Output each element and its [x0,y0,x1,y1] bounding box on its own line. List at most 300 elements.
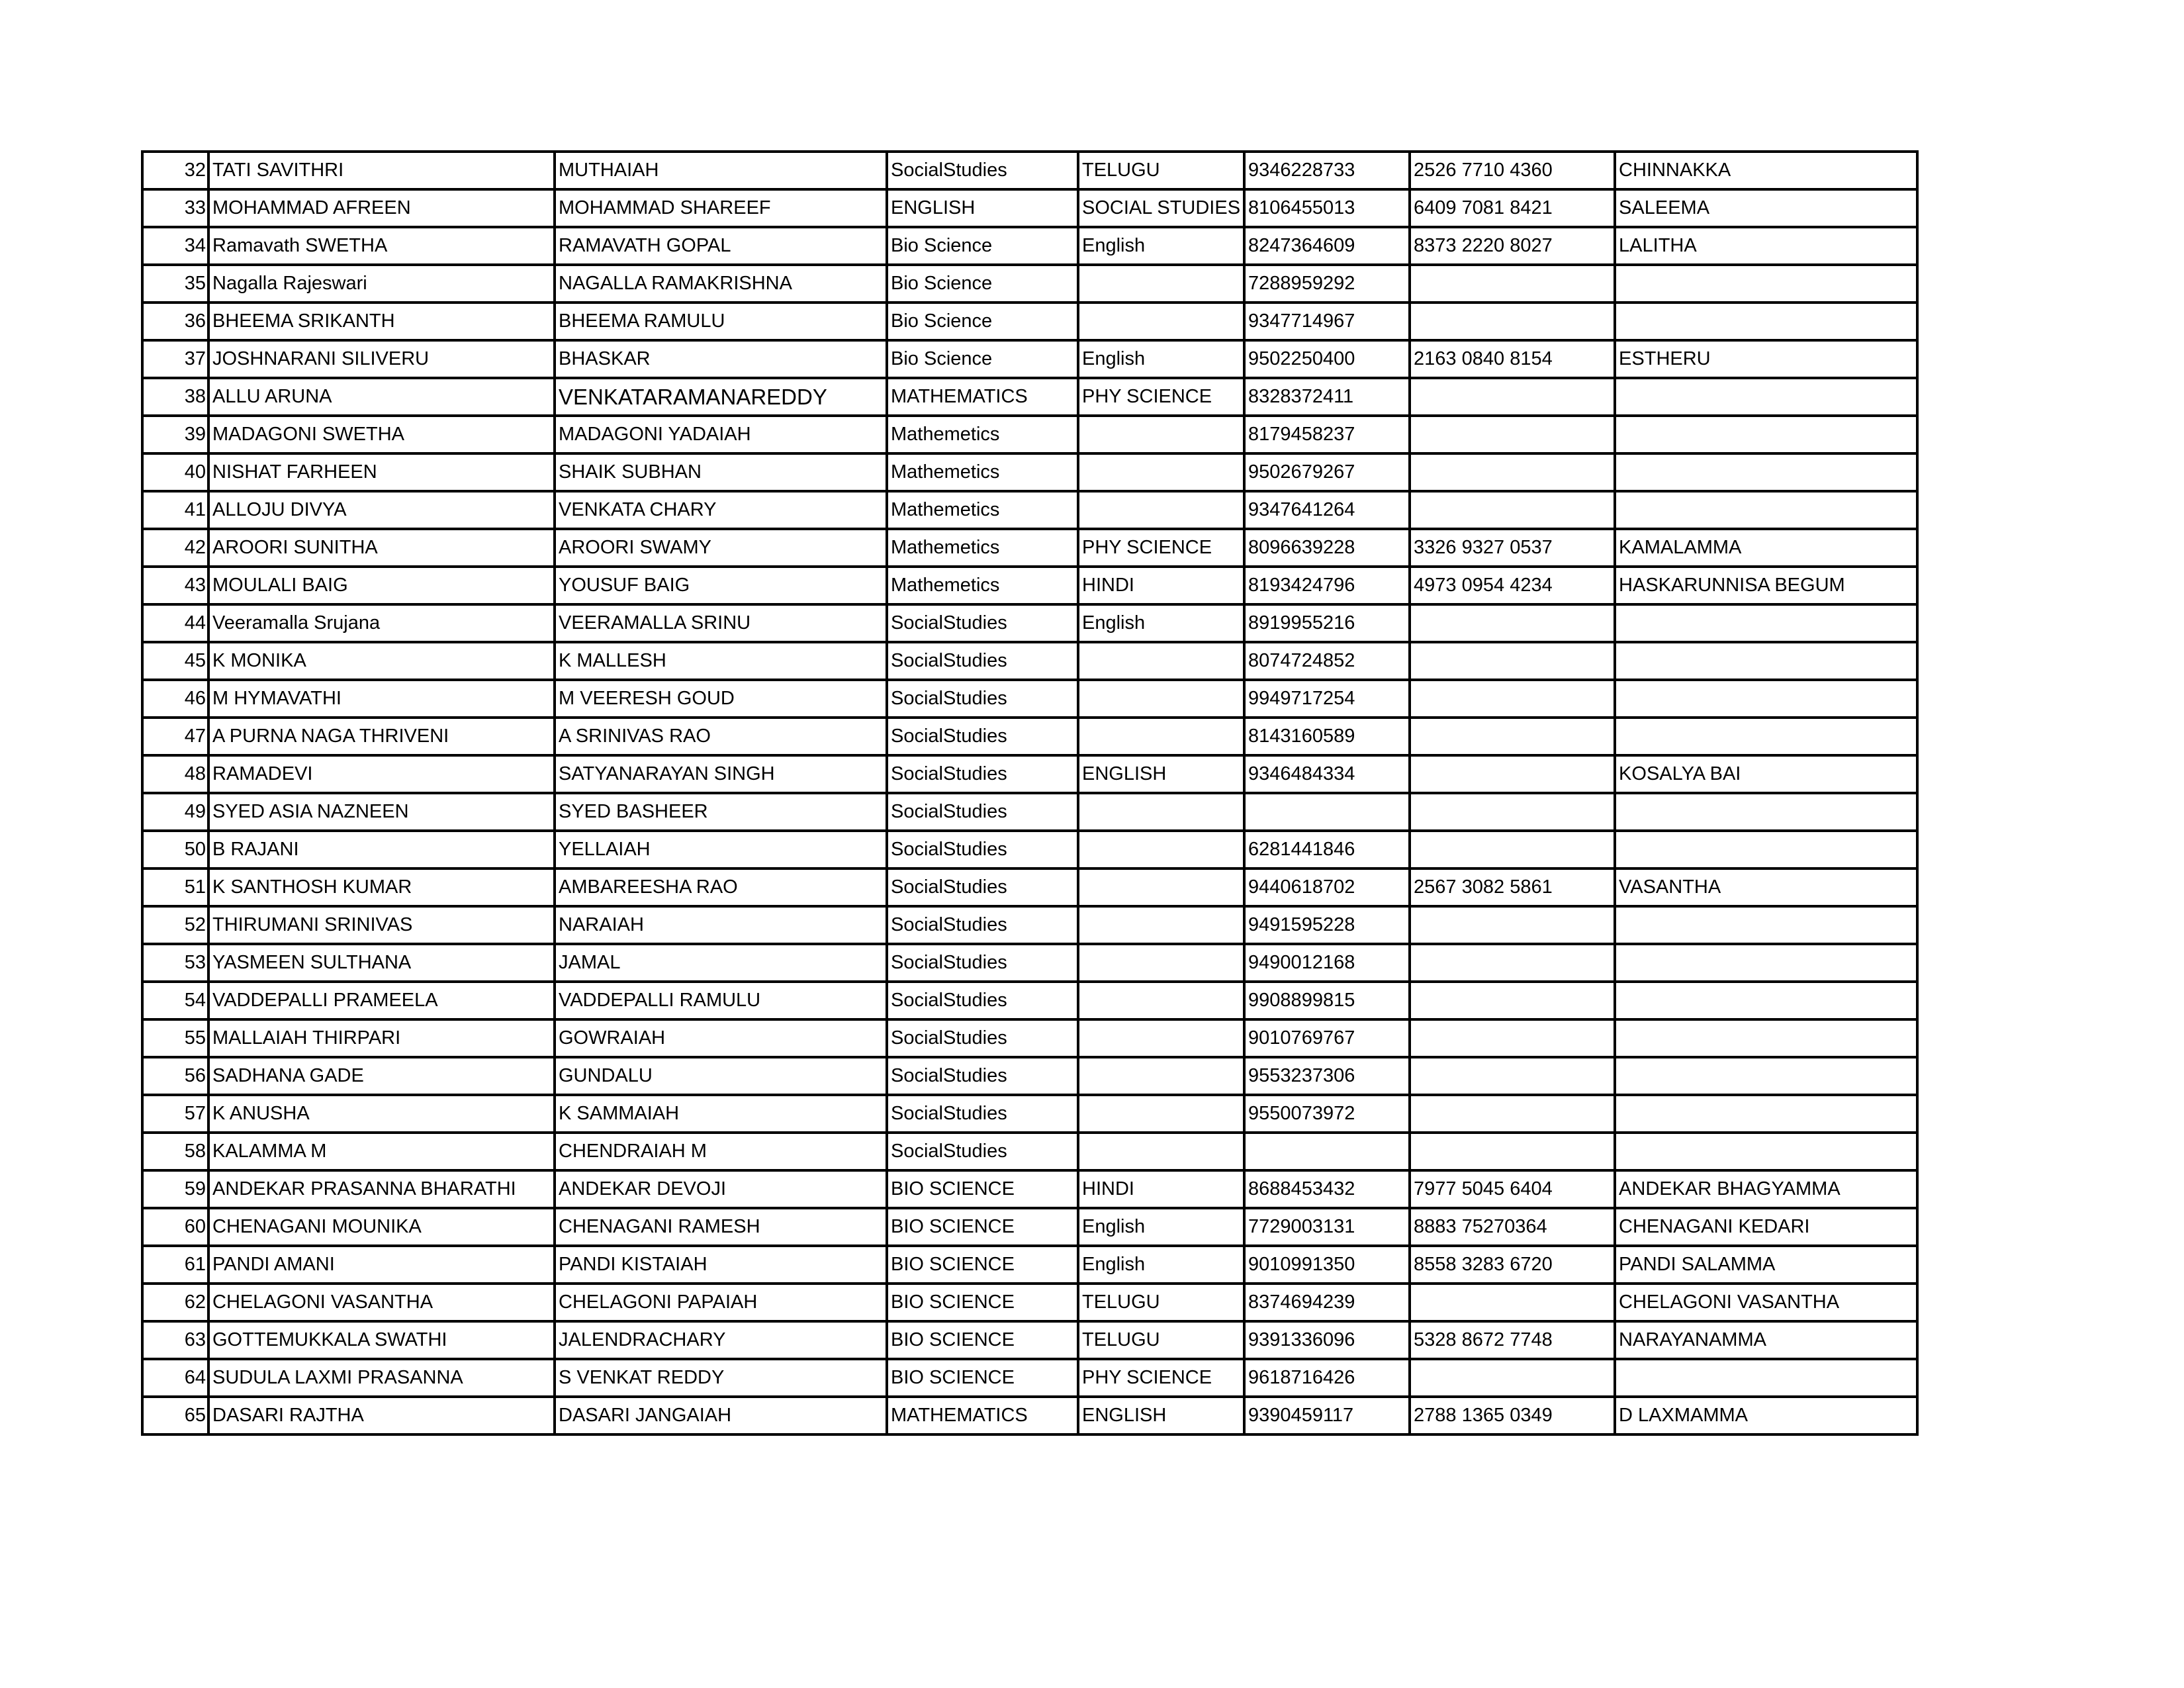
serial-number-cell: 52 [142,906,208,944]
subject-cell: BIO SCIENCE [887,1359,1078,1397]
name-cell: JOSHNARANI SILIVERU [208,340,555,378]
serial-number-cell: 34 [142,227,208,265]
name-cell: DASARI RAJTHA [208,1397,555,1434]
second-subject-cell [1078,453,1244,491]
phone-cell: 9908899815 [1244,982,1410,1019]
teacher-list-table [141,150,1919,1436]
father-name-cell: BHASKAR [555,340,887,378]
mother-name-cell [1615,453,1917,491]
father-name-cell: CHENDRAIAH M [555,1133,887,1170]
father-name-cell: ANDEKAR DEVOJI [555,1170,887,1208]
table-row [142,1321,1917,1359]
serial-number-cell: 64 [142,1359,208,1397]
subject-cell: SocialStudies [887,755,1078,793]
subject-cell: SocialStudies [887,1019,1078,1057]
mother-name-cell [1615,642,1917,680]
second-subject-cell: PHY SCIENCE [1078,378,1244,416]
phone-cell: 9347714967 [1244,303,1410,340]
name-cell: ANDEKAR PRASANNA BHARATHI [208,1170,555,1208]
table-row [142,378,1917,416]
father-name-cell: CHENAGANI RAMESH [555,1208,887,1246]
name-cell: Ramavath SWETHA [208,227,555,265]
id-number-cell: 2567 3082 5861 [1410,868,1615,906]
second-subject-cell [1078,868,1244,906]
second-subject-cell: TELUGU [1078,1321,1244,1359]
id-number-cell: 2788 1365 0349 [1410,1397,1615,1434]
phone-cell: 8328372411 [1244,378,1410,416]
subject-cell: MATHEMATICS [887,378,1078,416]
second-subject-cell: English [1078,227,1244,265]
serial-number-cell: 46 [142,680,208,718]
second-subject-cell: TELUGU [1078,152,1244,189]
id-number-cell [1410,642,1615,680]
father-name-cell: A SRINIVAS RAO [555,718,887,755]
phone-cell: 9949717254 [1244,680,1410,718]
mother-name-cell [1615,1133,1917,1170]
name-cell: K ANUSHA [208,1095,555,1133]
father-name-cell: VEERAMALLA SRINU [555,604,887,642]
mother-name-cell [1615,303,1917,340]
subject-cell: SocialStudies [887,718,1078,755]
name-cell: K MONIKA [208,642,555,680]
id-number-cell: 8558 3283 6720 [1410,1246,1615,1284]
name-cell: SUDULA LAXMI PRASANNA [208,1359,555,1397]
second-subject-cell [1078,718,1244,755]
phone-cell: 9347641264 [1244,491,1410,529]
subject-cell: SocialStudies [887,642,1078,680]
id-number-cell [1410,1095,1615,1133]
serial-number-cell: 42 [142,529,208,567]
mother-name-cell [1615,982,1917,1019]
second-subject-cell [1078,416,1244,453]
serial-number-cell: 47 [142,718,208,755]
father-name-cell: SYED BASHEER [555,793,887,831]
father-name-cell: BHEEMA RAMULU [555,303,887,340]
phone-cell: 9010991350 [1244,1246,1410,1284]
subject-cell: Mathemetics [887,491,1078,529]
phone-cell: 8074724852 [1244,642,1410,680]
id-number-cell: 2526 7710 4360 [1410,152,1615,189]
mother-name-cell [1615,604,1917,642]
mother-name-cell: PANDI SALAMMA [1615,1246,1917,1284]
phone-cell: 9391336096 [1244,1321,1410,1359]
id-number-cell: 7977 5045 6404 [1410,1170,1615,1208]
table-row [142,1133,1917,1170]
name-cell: PANDI AMANI [208,1246,555,1284]
father-name-cell: K SAMMAIAH [555,1095,887,1133]
id-number-cell [1410,1019,1615,1057]
id-number-cell: 8373 2220 8027 [1410,227,1615,265]
phone-cell: 9502679267 [1244,453,1410,491]
second-subject-cell [1078,906,1244,944]
subject-cell: SocialStudies [887,831,1078,868]
mother-name-cell: CHENAGANI KEDARI [1615,1208,1917,1246]
second-subject-cell: ENGLISH [1078,755,1244,793]
mother-name-cell [1615,265,1917,303]
mother-name-cell [1615,378,1917,416]
father-name-cell: GOWRAIAH [555,1019,887,1057]
name-cell: KALAMMA M [208,1133,555,1170]
serial-number-cell: 54 [142,982,208,1019]
serial-number-cell: 33 [142,189,208,227]
second-subject-cell [1078,265,1244,303]
table-row [142,642,1917,680]
table-row [142,1170,1917,1208]
second-subject-cell [1078,642,1244,680]
second-subject-cell [1078,1095,1244,1133]
name-cell: MOHAMMAD AFREEN [208,189,555,227]
name-cell: A PURNA NAGA THRIVENI [208,718,555,755]
phone-cell: 9346484334 [1244,755,1410,793]
subject-cell: BIO SCIENCE [887,1170,1078,1208]
serial-number-cell: 61 [142,1246,208,1284]
id-number-cell: 8883 75270364 [1410,1208,1615,1246]
phone-cell: 9553237306 [1244,1057,1410,1095]
second-subject-cell [1078,1133,1244,1170]
serial-number-cell: 48 [142,755,208,793]
second-subject-cell: HINDI [1078,567,1244,604]
father-name-cell: YOUSUF BAIG [555,567,887,604]
serial-number-cell: 45 [142,642,208,680]
mother-name-cell: LALITHA [1615,227,1917,265]
mother-name-cell [1615,793,1917,831]
serial-number-cell: 38 [142,378,208,416]
subject-cell: ENGLISH [887,189,1078,227]
mother-name-cell [1615,416,1917,453]
serial-number-cell: 51 [142,868,208,906]
table-row [142,453,1917,491]
mother-name-cell: KOSALYA BAI [1615,755,1917,793]
father-name-cell: MUTHAIAH [555,152,887,189]
phone-cell: 9440618702 [1244,868,1410,906]
subject-cell: SocialStudies [887,1057,1078,1095]
phone-cell: 8106455013 [1244,189,1410,227]
second-subject-cell: TELUGU [1078,1284,1244,1321]
phone-cell: 8919955216 [1244,604,1410,642]
name-cell: M HYMAVATHI [208,680,555,718]
table-row [142,982,1917,1019]
name-cell: SADHANA GADE [208,1057,555,1095]
second-subject-cell [1078,303,1244,340]
mother-name-cell: KAMALAMMA [1615,529,1917,567]
subject-cell: BIO SCIENCE [887,1208,1078,1246]
phone-cell: 8179458237 [1244,416,1410,453]
name-cell: THIRUMANI SRINIVAS [208,906,555,944]
name-cell: MADAGONI SWETHA [208,416,555,453]
second-subject-cell [1078,491,1244,529]
serial-number-cell: 44 [142,604,208,642]
second-subject-cell: HINDI [1078,1170,1244,1208]
id-number-cell: 4973 0954 4234 [1410,567,1615,604]
subject-cell: SocialStudies [887,793,1078,831]
table-row [142,189,1917,227]
id-number-cell [1410,831,1615,868]
id-number-cell [1410,453,1615,491]
father-name-cell: AROORI SWAMY [555,529,887,567]
name-cell: GOTTEMUKKALA SWATHI [208,1321,555,1359]
subject-cell: SocialStudies [887,868,1078,906]
id-number-cell [1410,1284,1615,1321]
table-row [142,944,1917,982]
name-cell: VADDEPALLI PRAMEELA [208,982,555,1019]
phone-cell: 9490012168 [1244,944,1410,982]
phone-cell: 8247364609 [1244,227,1410,265]
subject-cell: SocialStudies [887,152,1078,189]
id-number-cell [1410,906,1615,944]
mother-name-cell: ESTHERU [1615,340,1917,378]
table-body [142,152,1917,1434]
table-row [142,265,1917,303]
serial-number-cell: 43 [142,567,208,604]
table-row [142,1208,1917,1246]
mother-name-cell: ANDEKAR BHAGYAMMA [1615,1170,1917,1208]
phone-cell: 9390459117 [1244,1397,1410,1434]
table-row [142,718,1917,755]
serial-number-cell: 35 [142,265,208,303]
table-row [142,1057,1917,1095]
father-name-cell: MADAGONI YADAIAH [555,416,887,453]
table-row [142,604,1917,642]
father-name-cell: VENKATA CHARY [555,491,887,529]
subject-cell: Bio Science [887,265,1078,303]
id-number-cell [1410,793,1615,831]
table-row [142,1359,1917,1397]
second-subject-cell [1078,831,1244,868]
id-number-cell [1410,982,1615,1019]
id-number-cell: 5328 8672 7748 [1410,1321,1615,1359]
phone-cell: 8374694239 [1244,1284,1410,1321]
father-name-cell: NARAIAH [555,906,887,944]
mother-name-cell [1615,680,1917,718]
id-number-cell [1410,944,1615,982]
serial-number-cell: 49 [142,793,208,831]
mother-name-cell [1615,491,1917,529]
mother-name-cell: CHELAGONI VASANTHA [1615,1284,1917,1321]
subject-cell: Bio Science [887,340,1078,378]
father-name-cell: GUNDALU [555,1057,887,1095]
serial-number-cell: 60 [142,1208,208,1246]
mother-name-cell: HASKARUNNISA BEGUM [1615,567,1917,604]
phone-cell: 7729003131 [1244,1208,1410,1246]
father-name-cell: NAGALLA RAMAKRISHNA [555,265,887,303]
second-subject-cell: English [1078,604,1244,642]
phone-cell [1244,1133,1410,1170]
mother-name-cell: NARAYANAMMA [1615,1321,1917,1359]
table-row [142,491,1917,529]
subject-cell: Mathemetics [887,453,1078,491]
second-subject-cell [1078,1019,1244,1057]
phone-cell: 7288959292 [1244,265,1410,303]
serial-number-cell: 50 [142,831,208,868]
mother-name-cell [1615,831,1917,868]
second-subject-cell: English [1078,340,1244,378]
serial-number-cell: 41 [142,491,208,529]
name-cell: BHEEMA SRIKANTH [208,303,555,340]
second-subject-cell [1078,793,1244,831]
serial-number-cell: 56 [142,1057,208,1095]
id-number-cell [1410,755,1615,793]
mother-name-cell: D LAXMAMMA [1615,1397,1917,1434]
father-name-cell: S VENKAT REDDY [555,1359,887,1397]
father-name-cell: AMBAREESHA RAO [555,868,887,906]
name-cell: NISHAT FARHEEN [208,453,555,491]
second-subject-cell [1078,1057,1244,1095]
subject-cell: MATHEMATICS [887,1397,1078,1434]
phone-cell: 8688453432 [1244,1170,1410,1208]
table-row [142,152,1917,189]
table-row [142,793,1917,831]
name-cell: CHELAGONI VASANTHA [208,1284,555,1321]
table-row [142,1246,1917,1284]
phone-cell: 9010769767 [1244,1019,1410,1057]
table-row [142,227,1917,265]
subject-cell: Bio Science [887,303,1078,340]
second-subject-cell [1078,944,1244,982]
table-row [142,831,1917,868]
name-cell: CHENAGANI MOUNIKA [208,1208,555,1246]
subject-cell: SocialStudies [887,982,1078,1019]
father-name-cell: SHAIK SUBHAN [555,453,887,491]
id-number-cell [1410,265,1615,303]
father-name-cell: DASARI JANGAIAH [555,1397,887,1434]
name-cell: AROORI SUNITHA [208,529,555,567]
second-subject-cell: English [1078,1246,1244,1284]
second-subject-cell: SOCIAL STUDIES [1078,189,1244,227]
name-cell: ALLU ARUNA [208,378,555,416]
id-number-cell [1410,416,1615,453]
id-number-cell: 3326 9327 0537 [1410,529,1615,567]
mother-name-cell [1615,718,1917,755]
mother-name-cell [1615,1019,1917,1057]
id-number-cell [1410,1359,1615,1397]
table-row [142,567,1917,604]
id-number-cell [1410,378,1615,416]
name-cell: K SANTHOSH KUMAR [208,868,555,906]
father-name-cell: VADDEPALLI RAMULU [555,982,887,1019]
phone-cell: 9618716426 [1244,1359,1410,1397]
phone-cell: 9346228733 [1244,152,1410,189]
phone-cell: 9502250400 [1244,340,1410,378]
id-number-cell [1410,604,1615,642]
name-cell: Veeramalla Srujana [208,604,555,642]
father-name-cell: MOHAMMAD SHAREEF [555,189,887,227]
table-row [142,1019,1917,1057]
father-name-cell: K MALLESH [555,642,887,680]
serial-number-cell: 57 [142,1095,208,1133]
father-name-cell: JALENDRACHARY [555,1321,887,1359]
table-row [142,340,1917,378]
table-row [142,868,1917,906]
father-name-cell: YELLAIAH [555,831,887,868]
id-number-cell [1410,680,1615,718]
name-cell: TATI SAVITHRI [208,152,555,189]
phone-cell [1244,793,1410,831]
second-subject-cell [1078,982,1244,1019]
serial-number-cell: 63 [142,1321,208,1359]
name-cell: Nagalla Rajeswari [208,265,555,303]
father-name-cell: PANDI KISTAIAH [555,1246,887,1284]
phone-cell: 6281441846 [1244,831,1410,868]
mother-name-cell [1615,906,1917,944]
father-name-cell: CHELAGONI PAPAIAH [555,1284,887,1321]
second-subject-cell: PHY SCIENCE [1078,529,1244,567]
table-row [142,1284,1917,1321]
subject-cell: BIO SCIENCE [887,1321,1078,1359]
table-row [142,906,1917,944]
phone-cell: 9491595228 [1244,906,1410,944]
name-cell: MALLAIAH THIRPARI [208,1019,555,1057]
mother-name-cell [1615,1359,1917,1397]
subject-cell: SocialStudies [887,680,1078,718]
serial-number-cell: 53 [142,944,208,982]
id-number-cell: 2163 0840 8154 [1410,340,1615,378]
id-number-cell [1410,1133,1615,1170]
second-subject-cell: ENGLISH [1078,1397,1244,1434]
second-subject-cell [1078,680,1244,718]
name-cell: YASMEEN SULTHANA [208,944,555,982]
serial-number-cell: 58 [142,1133,208,1170]
table-row [142,1095,1917,1133]
subject-cell: SocialStudies [887,1095,1078,1133]
serial-number-cell: 59 [142,1170,208,1208]
id-number-cell [1410,718,1615,755]
subject-cell: SocialStudies [887,944,1078,982]
table-row [142,680,1917,718]
name-cell: SYED ASIA NAZNEEN [208,793,555,831]
table-row [142,529,1917,567]
mother-name-cell: SALEEMA [1615,189,1917,227]
subject-cell: Mathemetics [887,567,1078,604]
subject-cell: SocialStudies [887,604,1078,642]
phone-cell: 9550073972 [1244,1095,1410,1133]
id-number-cell: 6409 7081 8421 [1410,189,1615,227]
serial-number-cell: 65 [142,1397,208,1434]
name-cell: B RAJANI [208,831,555,868]
subject-cell: Mathemetics [887,416,1078,453]
id-number-cell [1410,1057,1615,1095]
second-subject-cell: PHY SCIENCE [1078,1359,1244,1397]
subject-cell: SocialStudies [887,1133,1078,1170]
father-name-cell: M VEERESH GOUD [555,680,887,718]
id-number-cell [1410,491,1615,529]
table-row [142,1397,1917,1434]
mother-name-cell [1615,1057,1917,1095]
mother-name-cell [1615,944,1917,982]
phone-cell: 8096639228 [1244,529,1410,567]
subject-cell: SocialStudies [887,906,1078,944]
second-subject-cell: English [1078,1208,1244,1246]
table-row [142,303,1917,340]
serial-number-cell: 32 [142,152,208,189]
father-name-cell: JAMAL [555,944,887,982]
mother-name-cell: VASANTHA [1615,868,1917,906]
serial-number-cell: 62 [142,1284,208,1321]
serial-number-cell: 55 [142,1019,208,1057]
phone-cell: 8193424796 [1244,567,1410,604]
father-name-cell: RAMAVATH GOPAL [555,227,887,265]
subject-cell: BIO SCIENCE [887,1246,1078,1284]
name-cell: RAMADEVI [208,755,555,793]
name-cell: ALLOJU DIVYA [208,491,555,529]
serial-number-cell: 37 [142,340,208,378]
father-name-cell: VENKATARAMANAREDDY [555,378,887,416]
serial-number-cell: 36 [142,303,208,340]
name-cell: MOULALI BAIG [208,567,555,604]
father-name-cell: SATYANARAYAN SINGH [555,755,887,793]
mother-name-cell [1615,1095,1917,1133]
id-number-cell [1410,303,1615,340]
subject-cell: Bio Science [887,227,1078,265]
